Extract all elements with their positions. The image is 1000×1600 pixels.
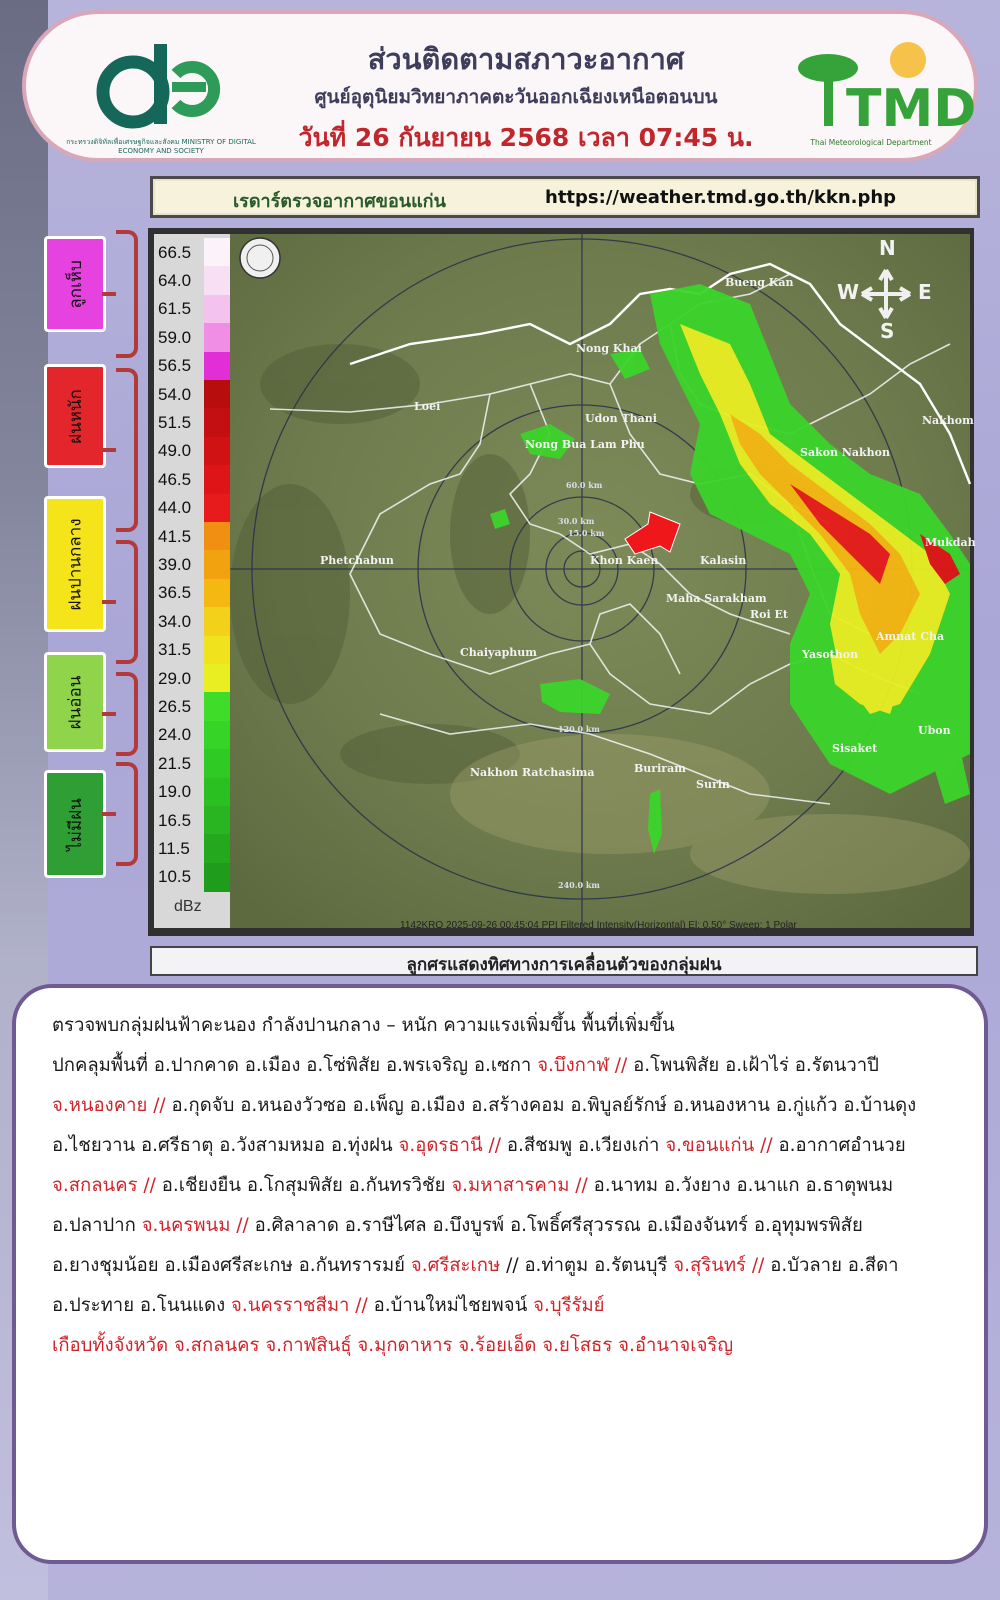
scale-swatch bbox=[204, 834, 230, 863]
scale-value: 31.5 bbox=[158, 640, 192, 660]
range-ring-label: 120.0 km bbox=[558, 724, 600, 734]
place-label: Nakhon Ratchasima bbox=[470, 766, 595, 779]
compass-e: E bbox=[918, 280, 932, 304]
radar-map bbox=[230, 234, 976, 931]
report-text bbox=[52, 1006, 972, 1366]
scale-swatch bbox=[204, 664, 230, 693]
scale-value: 34.0 bbox=[158, 611, 192, 631]
scale-value: 36.5 bbox=[158, 583, 192, 603]
bracket-heavy-rain bbox=[116, 368, 138, 532]
place-label: Nong Bua Lam Phu bbox=[525, 438, 645, 451]
category-light-rain bbox=[44, 652, 106, 752]
place-label: Amnat Cha bbox=[876, 630, 945, 643]
scale-value: 51.5 bbox=[158, 412, 192, 432]
scale-value: 59.0 bbox=[158, 327, 192, 347]
bracket-no-rain bbox=[116, 762, 138, 866]
scale-value: 16.5 bbox=[158, 810, 192, 830]
compass-s: S bbox=[880, 319, 895, 343]
scale-row bbox=[154, 238, 230, 267]
scale-row bbox=[154, 692, 230, 721]
scale-value: 61.5 bbox=[158, 299, 192, 319]
radar-name: เรดาร์ตรวจอากาศขอนแก่น bbox=[233, 191, 446, 212]
scale-row bbox=[154, 295, 230, 324]
scale-row bbox=[154, 863, 230, 892]
range-ring-label: 60.0 km bbox=[566, 480, 603, 490]
scale-row bbox=[154, 778, 230, 807]
scale-value: 46.5 bbox=[158, 469, 192, 489]
scale-swatch bbox=[204, 494, 230, 523]
scale-unit: dBz bbox=[174, 898, 202, 915]
province-name: จ.นครพนม // bbox=[141, 1215, 249, 1236]
category-hail bbox=[44, 236, 106, 332]
scale-swatch bbox=[204, 550, 230, 579]
compass-w: W bbox=[837, 280, 860, 304]
category-no-rain bbox=[44, 770, 106, 878]
scale-value: 41.5 bbox=[158, 526, 192, 546]
province-name: จ.สกลนคร // bbox=[52, 1175, 156, 1196]
category-no-rain-label: ไม่มีฝน bbox=[65, 797, 86, 851]
scale-row bbox=[154, 834, 230, 863]
radar-map-graphics bbox=[230, 234, 970, 928]
scale-row bbox=[154, 408, 230, 437]
category-hail-label: ลูกเห็บ bbox=[65, 259, 86, 309]
scale-swatch bbox=[204, 238, 230, 267]
place-label: Kalasin bbox=[700, 554, 747, 567]
scale-swatch bbox=[204, 408, 230, 437]
compass-n: N bbox=[879, 236, 896, 260]
scale-swatch bbox=[204, 863, 230, 892]
coverage-text: อ.อากาศอำนวย bbox=[772, 1135, 906, 1156]
whole-provinces: เกือบทั้งจังหวัด จ.สกลนคร จ.กาฬสินธุ์ จ.มุกดาหาร จ.ร้อยเอ็ด จ.ยโสธร จ.อำนาจเจริญ bbox=[52, 1335, 734, 1356]
province-name: จ.บุรีรัมย์ bbox=[533, 1295, 605, 1316]
radar-url-link[interactable]: https://weather.tmd.go.th/kkn.php bbox=[545, 187, 897, 208]
category-light-rain-label: ฝนอ่อน bbox=[65, 675, 86, 729]
coverage-text: อ.ศิลาลาด อ.ราษีไศล อ.บึงบูรพ์ อ.โพธิ์ศรีสุวรรณ อ.เมืองจันทร์ อ.อุทุมพรพิสัย อ.ยางชุมน้อย อ.เมืองศรีสะเกษ อ.กันทรารมย์ bbox=[52, 1215, 863, 1276]
scale-row bbox=[154, 550, 230, 579]
bracket-light-rain bbox=[116, 672, 138, 756]
province-name: จ.บึงกาฬ // bbox=[537, 1055, 628, 1076]
coverage-text: อ.นาทม อ.วังยาง อ.นาแก อ.ธาตุพนม อ.ปลาปาก bbox=[52, 1175, 894, 1236]
bracket-hail bbox=[116, 230, 138, 358]
province-name: จ.ขอนแก่น // bbox=[665, 1135, 773, 1156]
place-label: Mukdah bbox=[925, 536, 976, 549]
coverage-text: อ.บ้านใหม่ไชยพจน์ bbox=[367, 1295, 534, 1316]
scale-row bbox=[154, 266, 230, 295]
scale-value: 56.5 bbox=[158, 356, 192, 376]
tmd-logo-text: TMD bbox=[846, 79, 977, 139]
report-intro: ตรวจพบกลุ่มฝนฟ้าคะนอง กำลังปานกลาง – หนัก ความแรงเพิ่มขึ้น พื้นที่เพิ่มขึ้น bbox=[52, 1015, 675, 1036]
place-label: Chaiyaphum bbox=[460, 646, 537, 659]
page-title: ส่วนติดตามสภาวะอากาศ bbox=[367, 42, 685, 76]
place-label: Nong Khai bbox=[576, 342, 642, 355]
scale-row bbox=[154, 636, 230, 665]
scale-row bbox=[154, 494, 230, 523]
scale-swatch bbox=[204, 607, 230, 636]
scale-swatch bbox=[204, 266, 230, 295]
scale-row bbox=[154, 380, 230, 409]
scale-row bbox=[154, 806, 230, 835]
range-ring-label: 240.0 km bbox=[558, 880, 600, 890]
scale-swatch bbox=[204, 806, 230, 835]
coverage-text: ปกคลุมพื้นที่ อ.ปากคาด อ.เมือง อ.โซ่พิสัย อ.พรเจริญ อ.เซกา bbox=[52, 1055, 538, 1076]
place-label: Sakon Nakhon bbox=[800, 446, 890, 459]
province-name: จ.นครราชสีมา // bbox=[230, 1295, 368, 1316]
scale-value: 39.0 bbox=[158, 554, 192, 574]
scale-swatch bbox=[204, 323, 230, 352]
scale-swatch bbox=[204, 692, 230, 721]
scale-value: 66.5 bbox=[158, 242, 192, 262]
scale-row bbox=[154, 522, 230, 551]
ministry-caption: กระทรวงดิจิทัลเพื่อเศรษฐกิจและสังคม MINISTRY OF DIGITAL ECONOMY AND SOCIETY bbox=[66, 138, 256, 155]
coverage-text: // อ.ท่าตูม อ.รัตนบุรี bbox=[500, 1255, 674, 1276]
scale-value: 54.0 bbox=[158, 384, 192, 404]
scale-swatch bbox=[204, 522, 230, 551]
scale-swatch bbox=[204, 778, 230, 807]
place-label: Phetchabun bbox=[320, 554, 394, 567]
scale-value: 44.0 bbox=[158, 498, 192, 518]
agency-seal-graphic bbox=[240, 238, 280, 278]
province-name: จ.ศรีสะเกษ bbox=[410, 1255, 501, 1276]
place-label: Udon Thani bbox=[585, 412, 657, 425]
place-label: Sisaket bbox=[832, 742, 878, 755]
category-heavy-rain-label: ฝนหนัก bbox=[65, 388, 86, 444]
scale-swatch bbox=[204, 352, 230, 381]
scale-swatch bbox=[204, 437, 230, 466]
province-name: จ.สุรินทร์ // bbox=[673, 1255, 765, 1276]
digital-economy-logo bbox=[88, 30, 218, 140]
dbz-scale bbox=[154, 234, 230, 928]
scale-row bbox=[154, 323, 230, 352]
scale-swatch bbox=[204, 295, 230, 324]
coverage-text: อ.บัวลาย อ.สีดา อ.ประทาย อ.โนนแดง bbox=[52, 1255, 899, 1316]
radar-metadata: 1142KRO 2025-09-26 00:45:04 PPI Filtered Intensity(Horizontal) El: 0.50° Sweep: 1 Polar bbox=[400, 920, 797, 931]
scale-row bbox=[154, 749, 230, 778]
bracket-moderate-rain bbox=[116, 540, 138, 664]
coverage-text: อ.กุดจับ อ.หนองวัวซอ อ.เพ็ญ อ.เมือง อ.สร้างคอม อ.พิบูลย์รักษ์ อ.หนองหาน อ.กู่แก้ว อ.บ้านดุง อ.ไชยวาน อ.ศรีธาตุ อ.วังสามหมอ อ.ทุ่งฝน bbox=[52, 1095, 917, 1156]
radar-title-bar bbox=[150, 176, 980, 218]
province-name: จ.อุดรธานี // bbox=[398, 1135, 501, 1156]
place-label: Maha Sarakham bbox=[666, 592, 767, 605]
scale-value: 26.5 bbox=[158, 696, 192, 716]
scale-swatch bbox=[204, 579, 230, 608]
report-coverage bbox=[52, 1046, 972, 1326]
place-label: Ubon bbox=[918, 724, 951, 737]
coverage-text: อ.เชียงยืน อ.โกสุมพิสัย อ.กันทรวิชัย bbox=[155, 1175, 452, 1196]
place-label: Buriram bbox=[634, 762, 686, 775]
tmd-caption: Thai Meteorological Department bbox=[810, 138, 932, 147]
coverage-text: อ.สีชมพู อ.เวียงเก่า bbox=[500, 1135, 666, 1156]
scale-value: 64.0 bbox=[158, 270, 192, 290]
arrow-caption: ลูกศรแสดงทิศทางการเคลื่อนตัวของกลุ่มฝน bbox=[150, 946, 978, 976]
header-banner bbox=[22, 10, 978, 162]
coverage-text: อ.โพนพิสัย อ.เฝ้าไร่ อ.รัตนวาปี bbox=[627, 1055, 879, 1076]
scale-value: 21.5 bbox=[158, 753, 192, 773]
scale-row bbox=[154, 607, 230, 636]
place-label: Yasothon bbox=[802, 648, 859, 661]
report-datetime: วันที่ 26 กันยายน 2568 เวลา 07:45 น. bbox=[298, 123, 754, 152]
scale-row bbox=[154, 437, 230, 466]
place-label: Bueng Kan bbox=[725, 276, 794, 289]
scale-row bbox=[154, 579, 230, 608]
report-panel bbox=[12, 984, 988, 1564]
place-label: Nakhom bbox=[922, 414, 974, 427]
category-heavy-rain bbox=[44, 364, 106, 468]
scale-row bbox=[154, 721, 230, 750]
scale-value: 11.5 bbox=[158, 838, 190, 858]
page-subtitle: ศูนย์อุตุนิยมวิทยาภาคตะวันออกเฉียงเหนือตอนบน bbox=[314, 86, 718, 108]
scale-swatch bbox=[204, 749, 230, 778]
scale-value: 49.0 bbox=[158, 441, 192, 461]
province-name: จ.มหาสารคาม // bbox=[451, 1175, 588, 1196]
tmd-logo bbox=[788, 38, 977, 139]
scale-swatch bbox=[204, 380, 230, 409]
scale-row bbox=[154, 352, 230, 381]
place-label: Roi Et bbox=[750, 608, 788, 621]
scale-swatch bbox=[204, 721, 230, 750]
scale-row bbox=[154, 465, 230, 494]
scale-swatch bbox=[204, 636, 230, 665]
scale-swatch bbox=[204, 465, 230, 494]
place-label: Loei bbox=[414, 400, 441, 413]
category-moderate-rain bbox=[44, 496, 106, 632]
scale-value: 19.0 bbox=[158, 782, 192, 802]
scale-value: 10.5 bbox=[158, 867, 192, 887]
scale-row bbox=[154, 664, 230, 693]
scale-value: 24.0 bbox=[158, 725, 192, 745]
range-ring-label: 30.0 km bbox=[558, 516, 595, 526]
place-label: Khon Kaen bbox=[590, 554, 659, 567]
category-moderate-rain-label: ฝนปานกลาง bbox=[65, 517, 86, 611]
place-label: Surin bbox=[696, 778, 730, 791]
province-name: จ.หนองคาย // bbox=[52, 1095, 166, 1116]
scale-value: 29.0 bbox=[158, 668, 192, 688]
range-ring-label: 15.0 km bbox=[568, 528, 605, 538]
